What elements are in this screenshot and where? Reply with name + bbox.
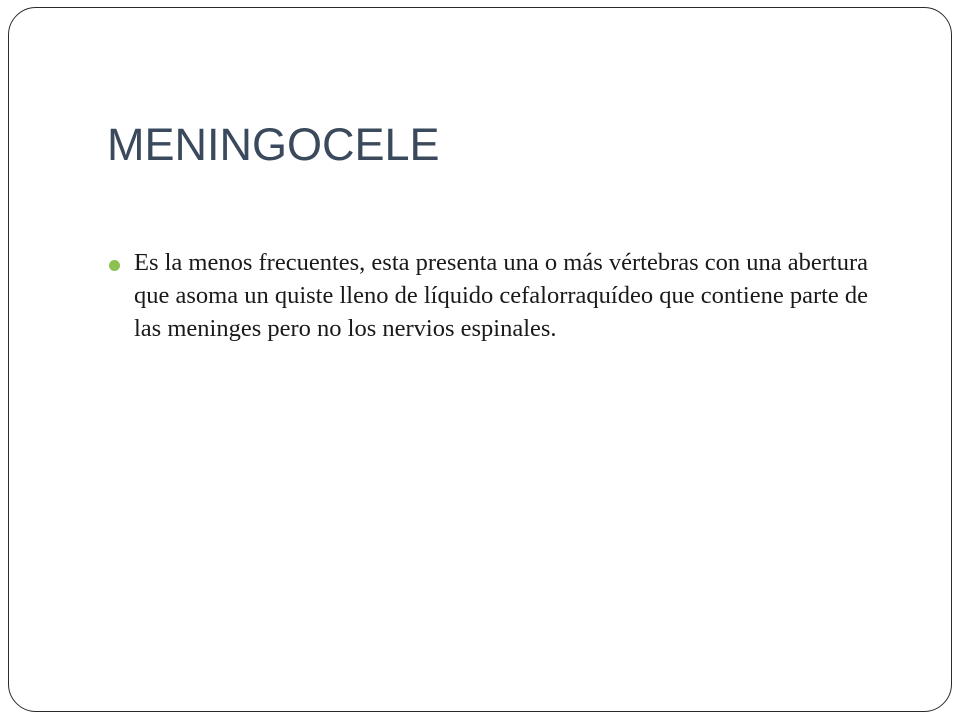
bullet-item: [107, 246, 887, 345]
slide-frame: [8, 7, 952, 712]
bullet-list: [107, 246, 887, 345]
slide-title: MENINGOCELE: [107, 119, 440, 170]
bullet-text: Es la menos frecuentes, esta presenta una o más vértebras con una abertura que asoma un quiste lleno de líquido cefalorraquídeo que contiene parte de las meninges pero no los nervios espinales.: [134, 249, 869, 342]
bullet-dot-icon: [109, 260, 120, 271]
